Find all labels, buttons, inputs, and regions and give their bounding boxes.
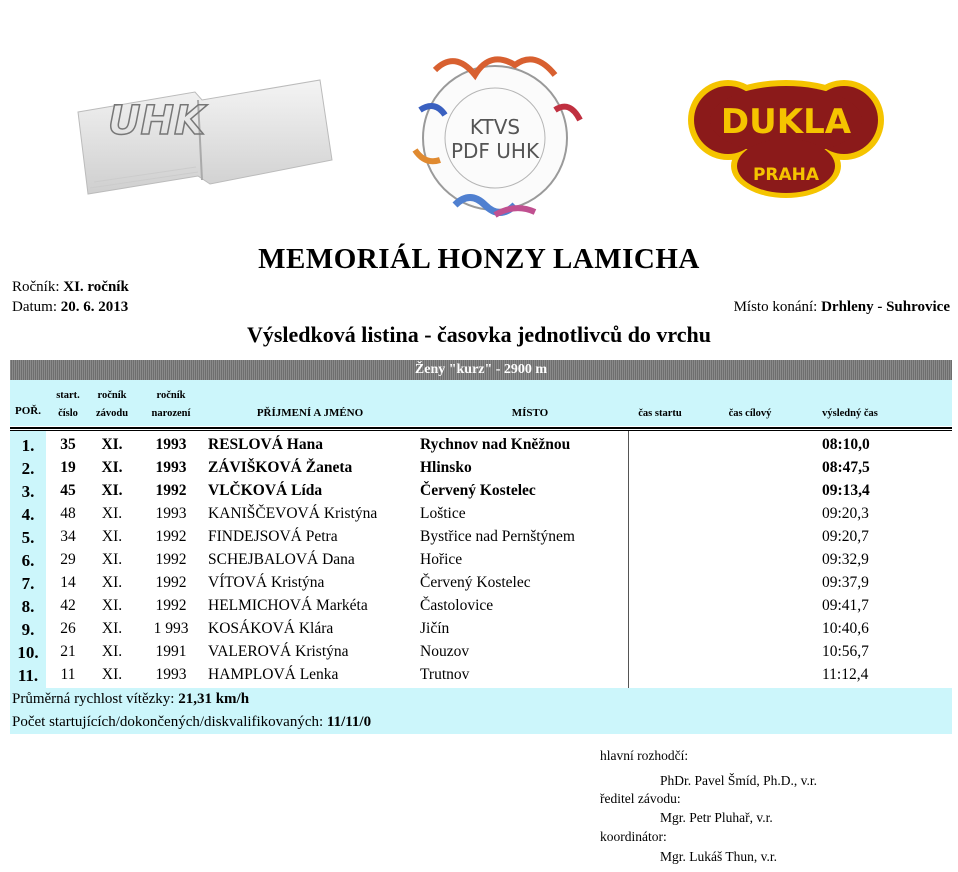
misto-line (734, 299, 950, 316)
table-row (10, 482, 952, 505)
table-row (10, 597, 952, 620)
name-cell: KANIŠČEVOVÁ Kristýna (208, 505, 378, 522)
datum-line (12, 299, 128, 316)
place-cell: Loštice (420, 505, 466, 522)
race-director-name: Mgr. Petr Pluhař, v.r. (660, 810, 773, 825)
race-year-cell: XI. (101, 528, 123, 545)
name-cell: HAMPLOVÁ Lenka (208, 666, 339, 683)
result-time-cell: 09:20,3 (822, 505, 869, 522)
start-number-cell: 21 (60, 643, 76, 660)
birth-year-cell: 1993 (155, 436, 187, 453)
birth-year-cell: 1992 (155, 528, 187, 545)
rank-cell: 4. (21, 505, 35, 524)
table-row (10, 551, 952, 574)
birth-year-cell: 1992 (155, 551, 187, 568)
misto-label: Místo konání: (733, 299, 818, 315)
birth-year-cell: 1993 (155, 459, 187, 476)
col-start-time: čas startu (638, 408, 682, 419)
col-start-line2: číslo (58, 408, 78, 419)
place-cell: Bystřice nad Pernštýnem (420, 528, 575, 545)
start-number-cell: 34 (60, 528, 76, 545)
count-value: 11/11/0 (326, 714, 372, 730)
race-year-cell: XI. (101, 459, 123, 476)
place-cell: Častolovice (420, 597, 494, 614)
name-cell: VLČKOVÁ Lída (208, 482, 323, 499)
header-rule-thin (10, 430, 952, 431)
rank-cell: 3. (21, 482, 35, 501)
result-time-cell: 08:47,5 (822, 459, 870, 476)
page-title: MEMORIÁL HONZY LAMICHA (258, 243, 700, 275)
name-cell: VÍTOVÁ Kristýna (208, 574, 325, 591)
start-number-cell: 45 (60, 482, 76, 499)
start-number-cell: 19 (60, 459, 76, 476)
place-cell: Hlinsko (420, 459, 472, 476)
start-number-cell: 11 (60, 666, 76, 683)
place-cell: Trutnov (420, 666, 470, 683)
coordinator-name: Mgr. Lukáš Thun, v.r. (660, 849, 777, 864)
table-row (10, 620, 952, 643)
birth-year-cell: 1992 (155, 482, 187, 499)
datum-value: 20. 6. 2013 (60, 299, 129, 315)
rank-cell: 2. (21, 459, 35, 478)
table-row (10, 505, 952, 528)
start-number-cell: 48 (60, 505, 76, 522)
race-director-role: ředitel závodu: (600, 791, 681, 806)
rank-cell: 9. (21, 620, 35, 639)
chief-referee-name: PhDr. Pavel Šmíd, Ph.D., v.r. (660, 773, 818, 788)
col-start-line1: start. (56, 390, 80, 401)
table-header (10, 380, 952, 426)
birth-year-cell: 1 993 (153, 620, 189, 637)
category-bar: Ženy "kurz" - 2900 m (10, 360, 952, 380)
result-time-cell: 09:13,4 (822, 482, 870, 499)
col-year-line1: ročník (97, 390, 127, 401)
race-year-cell: XI. (101, 597, 123, 614)
ktvs-logo (395, 40, 600, 230)
results-table (10, 436, 952, 689)
race-year-cell: XI. (101, 551, 123, 568)
name-cell: KOSÁKOVÁ Klára (208, 620, 334, 637)
name-cell: ZÁVIŠKOVÁ Žaneta (208, 459, 353, 476)
speed-value: 21,31 km/h (178, 691, 250, 707)
logo-area (0, 0, 958, 230)
rank-cell: 1. (21, 436, 35, 455)
col-rank: POŘ. (15, 405, 41, 417)
ktvs-logo-line2: PDF UHK (450, 139, 540, 163)
name-cell: VALEROVÁ Kristýna (208, 643, 349, 660)
place-cell: Nouzov (420, 643, 470, 660)
race-year-cell: XI. (101, 505, 123, 522)
praha-logo-text: PRAHA (752, 165, 820, 185)
birth-year-cell: 1992 (155, 597, 187, 614)
table-row (10, 574, 952, 597)
ktvs-logo-line1: KTVS (469, 115, 521, 139)
place-cell: Rychnov nad Kněžnou (420, 436, 571, 453)
uhk-logo (70, 72, 335, 197)
result-time-cell: 09:20,7 (822, 528, 869, 545)
table-row (10, 436, 952, 459)
birth-year-cell: 1993 (155, 666, 187, 683)
result-time-cell: 08:10,0 (822, 436, 870, 453)
start-number-cell: 42 (60, 597, 76, 614)
name-cell: FINDEJSOVÁ Petra (208, 528, 338, 545)
speed-label: Průměrná rychlost vítězky: (12, 691, 175, 707)
results-subtitle: Výsledková listina - časovka jednotlivců do vrchu (246, 322, 712, 347)
result-time-cell: 10:40,6 (822, 620, 869, 637)
col-birth-line2: narození (151, 408, 191, 419)
race-year-cell: XI. (101, 482, 123, 499)
coordinator-role: koordinátor: (600, 829, 667, 844)
col-name: PŘÍJMENÍ A JMÉNO (256, 407, 364, 419)
count-label: Počet startujících/dokončených/diskvalifikovaných: (12, 714, 324, 730)
race-year-cell: XI. (101, 574, 123, 591)
rank-cell: 11. (17, 666, 39, 685)
place-cell: Jičín (420, 620, 450, 637)
place-cell: Červený Kostelec (420, 482, 536, 499)
dukla-logo-text: DUKLA (720, 102, 852, 142)
result-time-cell: 09:32,9 (822, 551, 869, 568)
rank-cell: 8. (21, 597, 35, 616)
rocnik-line (12, 279, 129, 296)
birth-year-cell: 1993 (155, 505, 187, 522)
race-year-cell: XI. (101, 666, 123, 683)
result-time-cell: 09:41,7 (822, 597, 869, 614)
table-row (10, 459, 952, 482)
place-cell: Červený Kostelec (420, 574, 531, 591)
birth-year-cell: 1992 (155, 574, 187, 591)
winner-speed-line (10, 688, 952, 711)
misto-value: Drhleny - Suhrovice (821, 299, 950, 315)
datum-label: Datum: (12, 299, 57, 315)
rocnik-label: Ročník: (12, 279, 60, 295)
start-number-cell: 29 (60, 551, 76, 568)
dukla-logo (686, 76, 886, 201)
header-rule (10, 427, 952, 429)
count-line (10, 711, 952, 734)
rank-cell: 5. (21, 528, 35, 547)
table-row (10, 666, 952, 689)
result-time-cell: 11:12,4 (822, 666, 869, 683)
start-number-cell: 14 (60, 574, 76, 591)
col-birth-line1: ročník (156, 390, 186, 401)
start-number-cell: 26 (60, 620, 76, 637)
uhk-logo-text: UHK (108, 98, 205, 144)
col-place: MÍSTO (511, 407, 549, 419)
name-cell: SCHEJBALOVÁ Dana (208, 551, 355, 568)
rank-cell: 10. (17, 643, 39, 662)
race-year-cell: XI. (101, 643, 123, 660)
chief-referee-role: hlavní rozhodčí: (600, 748, 689, 763)
race-year-cell: XI. (101, 436, 123, 453)
result-time-cell: 10:56,7 (822, 643, 869, 660)
name-cell: HELMICHOVÁ Markéta (208, 597, 368, 614)
place-cell: Hořice (420, 551, 463, 568)
result-time-cell: 09:37,9 (822, 574, 869, 591)
rank-cell: 7. (21, 574, 35, 593)
name-cell: RESLOVÁ Hana (208, 436, 323, 453)
col-finish-time: čas cílový (728, 408, 772, 419)
col-result: výsledný čas (822, 408, 878, 419)
start-number-cell: 35 (60, 436, 76, 453)
table-row (10, 643, 952, 666)
table-row (10, 528, 952, 551)
rank-cell: 6. (21, 551, 35, 570)
birth-year-cell: 1991 (155, 643, 187, 660)
col-year-line2: závodu (95, 408, 129, 419)
race-year-cell: XI. (101, 620, 123, 637)
rocnik-value: XI. ročník (63, 279, 129, 295)
